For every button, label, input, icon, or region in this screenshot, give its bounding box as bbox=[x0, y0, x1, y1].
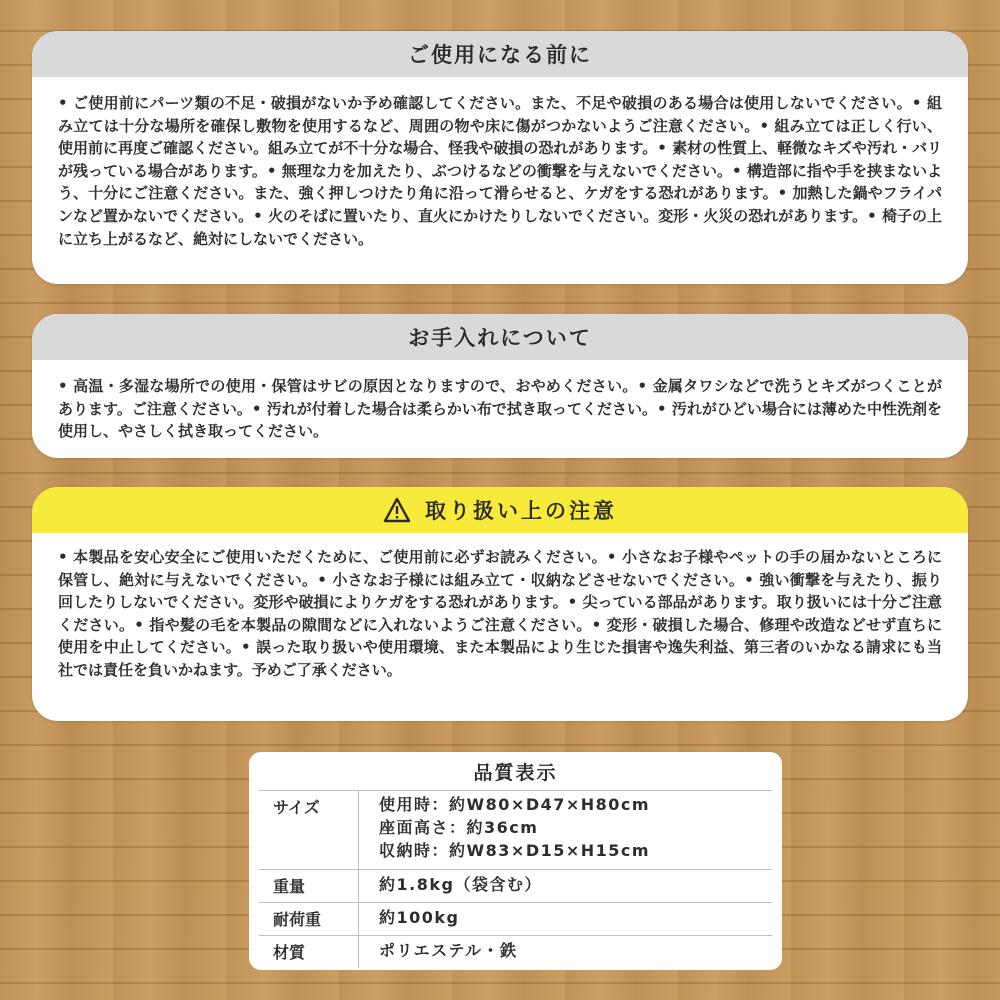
table-row bbox=[259, 936, 772, 969]
load-capacity-value: 約100kg bbox=[359, 903, 773, 936]
handling-header bbox=[32, 487, 968, 533]
seat-height: 座面高さ：約36cm bbox=[379, 818, 539, 837]
handling-title: 取り扱い上の注意 bbox=[425, 499, 617, 523]
handling-body: • 本製品を安心安全にご使用いただくために、ご使用前に必ずお読みください。• 小さなお子様やペットの手の届かないところに保管し、絶対に与えないでください。• 小さなお子様には組み立て・収納などさせないでください。• 強い衝撃を与えたり、振り回したりしないでください。変形や破損によりケガをする恐れがあります。• 尖っている部品があります。取り扱いには十分ご注意ください。• 指や髪の毛を本製品の隙間などに入れないようご注意ください。• 変形・破損した場合、修理や改造などせず直ちに使用を中止してください。• 誤った取り扱いや使用環境、また本製品により生じた損害や逸失利益、第三者のいかなる請求にも当社では責任を負いかねます。予めご了承ください。 bbox=[58, 548, 942, 679]
size-label: サイズ bbox=[259, 791, 359, 870]
care-body: • 高温・多湿な場所での使用・保管はサビの原因となりますので、おやめください。• 金属タワシなどで洗うとキズがつくことがあります。ご注意ください。• 汚れが付着した場合は柔らかい布で拭き取ってください。• 汚れがひどい場合には薄めた中性洗剤を使用し、やさしく拭き取ってください。 bbox=[58, 377, 942, 441]
load-capacity-label: 耐荷重 bbox=[259, 903, 359, 936]
before-use-card bbox=[32, 31, 968, 284]
care-card bbox=[32, 314, 968, 458]
care-title: お手入れについて bbox=[32, 314, 968, 360]
quality-table bbox=[259, 790, 772, 968]
before-use-title: ご使用になる前に bbox=[32, 31, 968, 77]
handling-card bbox=[32, 487, 968, 721]
quality-label-card bbox=[249, 752, 782, 970]
table-row bbox=[259, 791, 772, 870]
weight-value: 約1.8kg（袋含む） bbox=[359, 870, 773, 903]
material-label: 材質 bbox=[259, 936, 359, 969]
before-use-body: • ご使用前にパーツ類の不足・破損がないか予め確認してください。また、不足や破損のある場合は使用しないでください。• 組み立ては十分な場所を確保し敷物を使用するなど、周囲の物や床に傷がつかないようご注意ください。• 組み立ては正しく行い、使用前に再度ご確認ください。組み立てが不十分な場合、怪我や破損の恐れがあります。• 素材の性質上、軽微なキズや汚れ・バリが残っている場合があります。• 無理な力を加えたり、ぶつけるなどの衝撃を与えないでください。• 構造部に指や手を挟まないよう、十分にご注意ください。また、強く押しつけたり角に沿って滑らせると、ケガをする恐れがあります。• 加熱した鍋やフライパンなど置かないでください。• 火のそばに置いたり、直火にかけたりしないでください。変形・火災の恐れがあります。• 椅子の上に立ち上がるなど、絶対にしないでください。 bbox=[58, 94, 942, 248]
size-in-use: 使用時：約W80×D47×H80cm bbox=[379, 795, 651, 814]
warning-triangle-icon bbox=[383, 497, 411, 523]
table-row bbox=[259, 870, 772, 903]
size-values bbox=[359, 791, 773, 870]
material-value: ポリエステル・鉄 bbox=[359, 936, 773, 969]
table-row bbox=[259, 903, 772, 936]
quality-title: 品質表示 bbox=[473, 761, 558, 784]
weight-label: 重量 bbox=[259, 870, 359, 903]
size-stored: 収納時：約W83×D15×H15cm bbox=[379, 841, 651, 860]
